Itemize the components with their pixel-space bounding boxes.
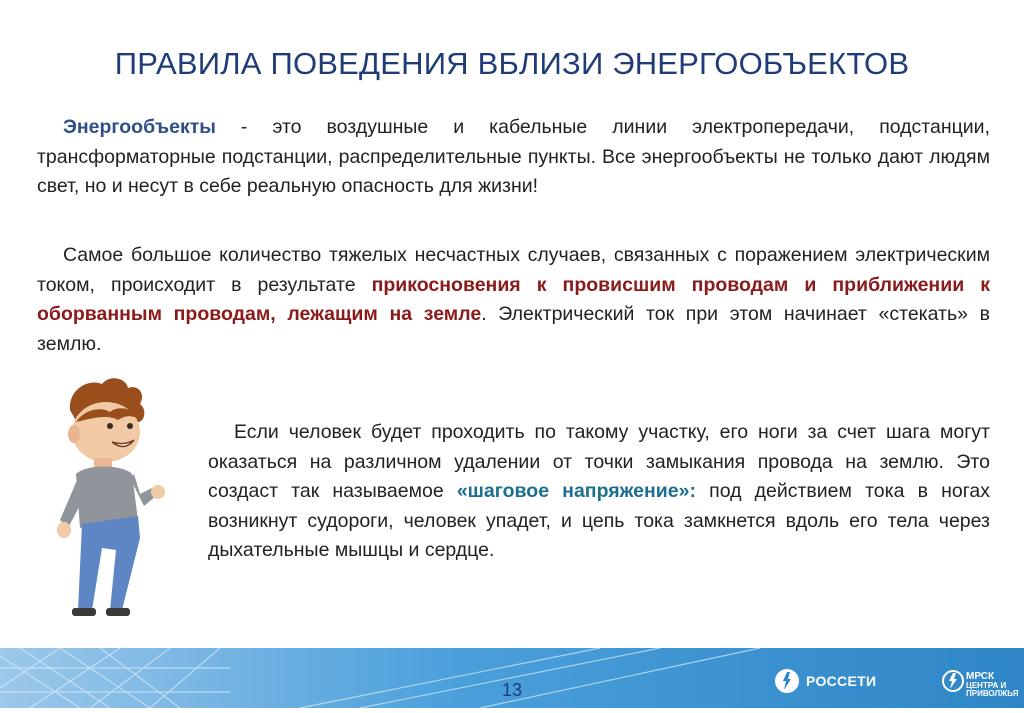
- term-energy-objects: Энергообъекты: [63, 116, 216, 138]
- mrsk-emblem-icon: [942, 670, 964, 692]
- rosseti-logo: [774, 668, 876, 694]
- paragraph-accidents: [37, 241, 990, 359]
- accidents-tail-text: . Электрический ток при этом начинает «стекать» в землю.: [37, 303, 990, 355]
- accidents-emphasis: прикосновения к провисшим проводам и приближении к оборванным проводам, лежащим на земле: [37, 273, 990, 325]
- rosseti-logo-text: РОССЕТИ: [806, 673, 877, 689]
- slide-title: ПРАВИЛА ПОВЕДЕНИЯ ВБЛИЗИ ЭНЕРГООБЪЕКТОВ: [114, 46, 910, 81]
- step-voltage-tail-text: под действием тока в ногах возникнут судороги, человек упадет, и цепь тока замкнется вдоль его тела через дыхательные мышцы и сердце.: [208, 480, 990, 561]
- mrsk-logo-text: [966, 672, 1018, 698]
- page-number: 13: [501, 680, 523, 700]
- paragraph-definition: [37, 113, 990, 202]
- mrsk-logo-line3: ПРИВОЛЖЬЯ: [966, 689, 1019, 698]
- mrsk-logo-line2: ЦЕНТРА И: [966, 681, 1007, 690]
- accidents-lead-text: Самое большое количество тяжелых несчастных случаев, связанных с поражением электрическим током, происходит в результате: [37, 244, 990, 296]
- step-voltage-lead-text: Если человек будет проходить по такому участку, его ноги за счет шага могут оказаться на различном удалении от точки замыкания провода на землю. Это создаст так называемое: [208, 421, 990, 502]
- rosseti-emblem-icon: [774, 668, 800, 694]
- step-voltage-term: «шаговое напряжение»:: [456, 480, 696, 502]
- mrsk-logo: [942, 660, 1022, 704]
- definition-text: - это воздушные и кабельные линии электропередачи, подстанции, трансформаторные подстанции, распределительные пункты. Все энергообъекты не только дают людям свет, но и несут в себе реальную опасность для жизни!: [37, 116, 990, 197]
- paragraph-step-voltage: [208, 418, 990, 566]
- cartoon-boy-illustration: [40, 370, 190, 620]
- mrsk-logo-line1: МРСК: [966, 671, 995, 682]
